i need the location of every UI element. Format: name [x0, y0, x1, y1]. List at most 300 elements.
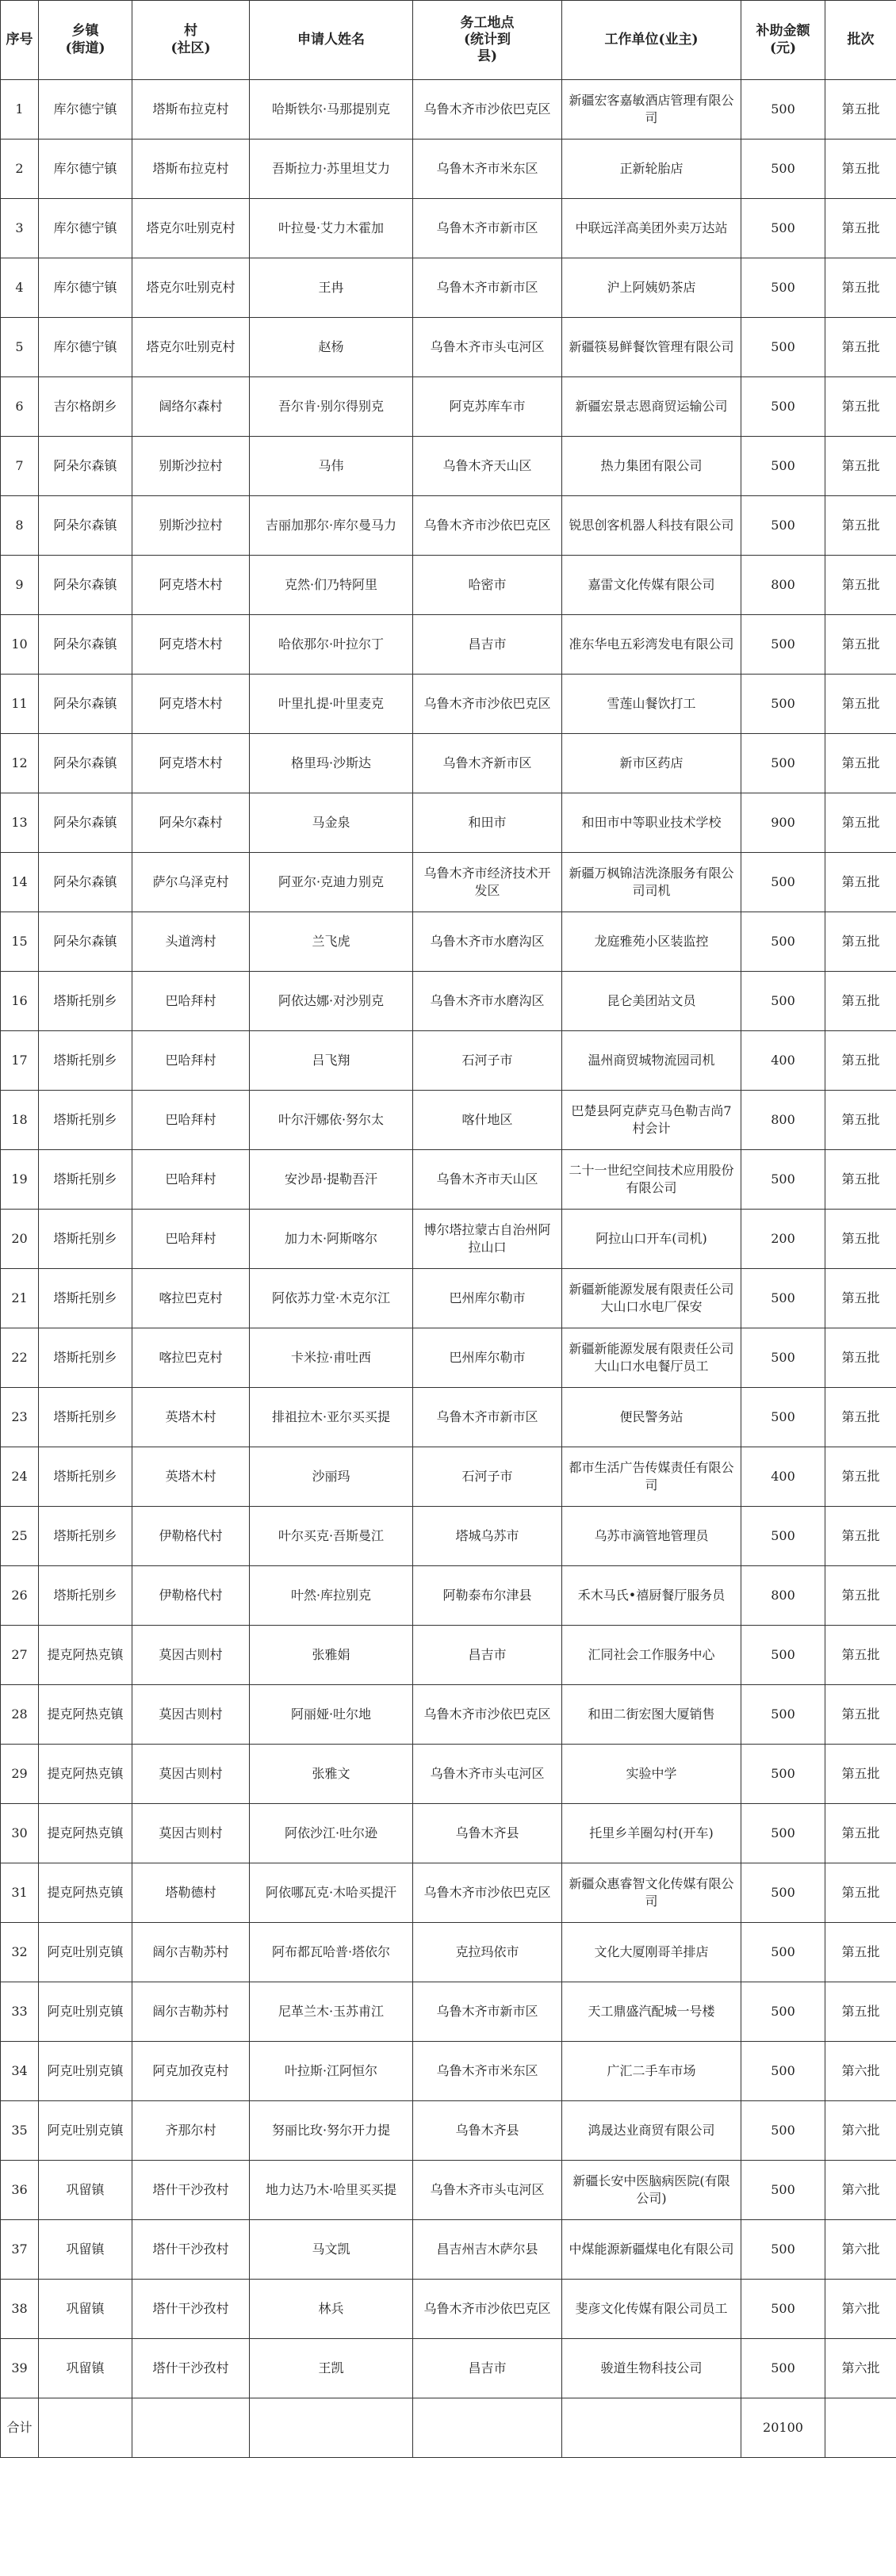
cell-applicant: 阿依哪瓦克·木哈买提汗	[250, 1863, 413, 1923]
cell-work-location: 和田市	[413, 793, 562, 853]
cell-applicant: 马伟	[250, 437, 413, 496]
cell-employer: 实验中学	[562, 1745, 741, 1804]
cell-applicant: 吾斯拉力·苏里坦艾力	[250, 140, 413, 199]
cell-index: 6	[1, 377, 39, 437]
table-row	[1, 2042, 896, 2101]
cell-applicant: 尼革兰木·玉苏甫江	[250, 1982, 413, 2042]
cell-employer: 二十一世纪空间技术应用股份有限公司	[562, 1150, 741, 1210]
table-row	[1, 675, 896, 734]
cell-township: 阿朵尔森镇	[39, 615, 132, 675]
cell-township: 库尔德宁镇	[39, 258, 132, 318]
cell-subsidy-amount: 500	[741, 1863, 825, 1923]
total-empty-cell	[39, 2398, 132, 2458]
cell-township: 阿克吐别克镇	[39, 1923, 132, 1982]
cell-township: 阿朵尔森镇	[39, 793, 132, 853]
cell-batch: 第五批	[825, 377, 896, 437]
cell-work-location: 喀什地区	[413, 1091, 562, 1150]
cell-work-location: 乌鲁木齐市水磨沟区	[413, 912, 562, 972]
cell-township: 阿克吐别克镇	[39, 2101, 132, 2161]
cell-applicant: 阿亚尔·克迪力别克	[250, 853, 413, 912]
cell-village: 阔尔吉勒苏村	[132, 1923, 250, 1982]
cell-batch: 第五批	[825, 1982, 896, 2042]
cell-subsidy-amount: 900	[741, 793, 825, 853]
cell-village: 萨尔乌泽克村	[132, 853, 250, 912]
cell-employer: 托里乡羊圈勾村(开车)	[562, 1804, 741, 1863]
table-row	[1, 615, 896, 675]
cell-applicant: 兰飞虎	[250, 912, 413, 972]
cell-village: 塔斯布拉克村	[132, 140, 250, 199]
table-row	[1, 377, 896, 437]
cell-subsidy-amount: 400	[741, 1031, 825, 1091]
cell-village: 伊勒格代村	[132, 1507, 250, 1566]
cell-batch: 第五批	[825, 1863, 896, 1923]
table-row	[1, 1269, 896, 1328]
cell-index: 26	[1, 1566, 39, 1626]
cell-employer: 新疆筷易鲜餐饮管理有限公司	[562, 318, 741, 377]
cell-work-location: 昌吉市	[413, 1626, 562, 1685]
table-row	[1, 853, 896, 912]
cell-employer: 中煤能源新疆煤电化有限公司	[562, 2220, 741, 2280]
cell-employer: 新疆万枫锦洁洗涤服务有限公司司机	[562, 853, 741, 912]
table-row	[1, 80, 896, 140]
cell-applicant: 加力木·阿斯喀尔	[250, 1210, 413, 1269]
cell-township: 阿克吐别克镇	[39, 1982, 132, 2042]
cell-village: 莫因古则村	[132, 1685, 250, 1745]
cell-village: 喀拉巴克村	[132, 1328, 250, 1388]
cell-township: 提克阿热克镇	[39, 1863, 132, 1923]
cell-applicant: 阿丽娅·吐尔地	[250, 1685, 413, 1745]
cell-index: 19	[1, 1150, 39, 1210]
cell-township: 塔斯托别乡	[39, 1150, 132, 1210]
cell-township: 塔斯托别乡	[39, 1210, 132, 1269]
cell-work-location: 乌鲁木齐市新市区	[413, 1982, 562, 2042]
cell-index: 24	[1, 1447, 39, 1507]
cell-subsidy-amount: 500	[741, 1982, 825, 2042]
cell-applicant: 叶尔买克·吾斯曼江	[250, 1507, 413, 1566]
cell-applicant: 卡米拉·甫吐西	[250, 1328, 413, 1388]
cell-applicant: 马金泉	[250, 793, 413, 853]
cell-subsidy-amount: 800	[741, 1091, 825, 1150]
cell-applicant: 叶然·库拉别克	[250, 1566, 413, 1626]
cell-work-location: 乌鲁木齐县	[413, 2101, 562, 2161]
cell-batch: 第六批	[825, 2161, 896, 2220]
cell-village: 阿克塔木村	[132, 615, 250, 675]
cell-subsidy-amount: 500	[741, 199, 825, 258]
total-label: 合计	[1, 2398, 39, 2458]
cell-work-location: 乌鲁木齐市新市区	[413, 1388, 562, 1447]
cell-batch: 第五批	[825, 1210, 896, 1269]
cell-index: 31	[1, 1863, 39, 1923]
cell-applicant: 张雅文	[250, 1745, 413, 1804]
cell-subsidy-amount: 800	[741, 1566, 825, 1626]
cell-village: 阿克塔木村	[132, 675, 250, 734]
cell-work-location: 乌鲁木齐市沙依巴克区	[413, 496, 562, 556]
cell-applicant: 马文凯	[250, 2220, 413, 2280]
cell-batch: 第五批	[825, 1804, 896, 1863]
cell-applicant: 阿布都瓦哈普·塔依尔	[250, 1923, 413, 1982]
cell-employer: 新市区药店	[562, 734, 741, 793]
cell-subsidy-amount: 400	[741, 1447, 825, 1507]
cell-work-location: 哈密市	[413, 556, 562, 615]
cell-work-location: 石河子市	[413, 1031, 562, 1091]
cell-batch: 第五批	[825, 1269, 896, 1328]
cell-subsidy-amount: 500	[741, 2220, 825, 2280]
cell-batch: 第五批	[825, 675, 896, 734]
cell-applicant: 阿依苏力堂·木克尔江	[250, 1269, 413, 1328]
cell-village: 塔克尔吐别克村	[132, 318, 250, 377]
cell-township: 巩留镇	[39, 2339, 132, 2398]
cell-employer: 鸿晟达业商贸有限公司	[562, 2101, 741, 2161]
cell-subsidy-amount: 500	[741, 615, 825, 675]
cell-work-location: 乌鲁木齐市沙依巴克区	[413, 675, 562, 734]
cell-township: 阿朵尔森镇	[39, 675, 132, 734]
total-row	[1, 2398, 896, 2458]
cell-index: 16	[1, 972, 39, 1031]
cell-batch: 第五批	[825, 556, 896, 615]
cell-batch: 第五批	[825, 1685, 896, 1745]
table-row	[1, 1091, 896, 1150]
cell-batch: 第六批	[825, 2042, 896, 2101]
table-row	[1, 2280, 896, 2339]
cell-applicant: 格里玛·沙斯达	[250, 734, 413, 793]
cell-employer: 巴楚县阿克萨克马色勒吉尚7村会计	[562, 1091, 741, 1150]
cell-applicant: 哈斯铁尔·马那提别克	[250, 80, 413, 140]
cell-employer: 天工鼎盛汽配城一号楼	[562, 1982, 741, 2042]
cell-applicant: 吉丽加那尔·库尔曼马力	[250, 496, 413, 556]
cell-work-location: 乌鲁木齐县	[413, 1804, 562, 1863]
cell-batch: 第六批	[825, 2339, 896, 2398]
cell-village: 莫因古则村	[132, 1745, 250, 1804]
cell-township: 吉尔格朗乡	[39, 377, 132, 437]
cell-employer: 禾木马氏•禧厨餐厅服务员	[562, 1566, 741, 1626]
cell-employer: 龙庭雅苑小区装监控	[562, 912, 741, 972]
table-row	[1, 258, 896, 318]
total-empty-cell	[413, 2398, 562, 2458]
cell-employer: 斐彦文化传媒有限公司员工	[562, 2280, 741, 2339]
total-empty-cell	[562, 2398, 741, 2458]
cell-township: 库尔德宁镇	[39, 318, 132, 377]
cell-township: 巩留镇	[39, 2280, 132, 2339]
cell-subsidy-amount: 500	[741, 2042, 825, 2101]
cell-applicant: 张雅娟	[250, 1626, 413, 1685]
cell-subsidy-amount: 500	[741, 1388, 825, 1447]
cell-work-location: 乌鲁木齐市沙依巴克区	[413, 1685, 562, 1745]
cell-village: 阿克加孜克村	[132, 2042, 250, 2101]
table-body	[1, 80, 896, 2398]
table-row	[1, 1982, 896, 2042]
cell-village: 塔什干沙孜村	[132, 2339, 250, 2398]
cell-subsidy-amount: 500	[741, 80, 825, 140]
cell-batch: 第五批	[825, 1031, 896, 1091]
cell-batch: 第五批	[825, 80, 896, 140]
cell-index: 4	[1, 258, 39, 318]
cell-township: 库尔德宁镇	[39, 80, 132, 140]
cell-batch: 第五批	[825, 1091, 896, 1150]
cell-work-location: 塔城乌苏市	[413, 1507, 562, 1566]
cell-batch: 第五批	[825, 258, 896, 318]
cell-work-location: 乌鲁木齐新市区	[413, 734, 562, 793]
cell-employer: 热力集团有限公司	[562, 437, 741, 496]
cell-batch: 第五批	[825, 1507, 896, 1566]
table-row	[1, 1745, 896, 1804]
cell-employer: 正新轮胎店	[562, 140, 741, 199]
cell-index: 38	[1, 2280, 39, 2339]
cell-index: 28	[1, 1685, 39, 1745]
cell-batch: 第五批	[825, 912, 896, 972]
cell-applicant: 安沙昂·提勒吾汗	[250, 1150, 413, 1210]
cell-subsidy-amount: 500	[741, 853, 825, 912]
header-index: 序号	[1, 1, 39, 80]
cell-index: 39	[1, 2339, 39, 2398]
table-row	[1, 2220, 896, 2280]
total-empty-cell	[132, 2398, 250, 2458]
cell-index: 29	[1, 1745, 39, 1804]
cell-subsidy-amount: 800	[741, 556, 825, 615]
cell-index: 14	[1, 853, 39, 912]
cell-employer: 文化大厦刚哥羊排店	[562, 1923, 741, 1982]
cell-village: 塔什干沙孜村	[132, 2280, 250, 2339]
cell-township: 库尔德宁镇	[39, 199, 132, 258]
cell-batch: 第五批	[825, 1150, 896, 1210]
cell-index: 13	[1, 793, 39, 853]
cell-employer: 都市生活广告传媒责任有限公司	[562, 1447, 741, 1507]
cell-subsidy-amount: 500	[741, 1269, 825, 1328]
cell-village: 别斯沙拉村	[132, 496, 250, 556]
table-row	[1, 972, 896, 1031]
cell-employer: 新疆宏客嘉敏酒店管理有限公司	[562, 80, 741, 140]
header-row	[1, 1, 896, 80]
cell-village: 阔络尔森村	[132, 377, 250, 437]
cell-index: 1	[1, 80, 39, 140]
cell-index: 8	[1, 496, 39, 556]
cell-subsidy-amount: 200	[741, 1210, 825, 1269]
cell-employer: 广汇二手车市场	[562, 2042, 741, 2101]
cell-village: 齐那尔村	[132, 2101, 250, 2161]
table-row	[1, 1328, 896, 1388]
table-row	[1, 1210, 896, 1269]
header-work-location: 务工地点 (统计到 县)	[413, 1, 562, 80]
cell-index: 30	[1, 1804, 39, 1863]
cell-village: 巴哈拜村	[132, 972, 250, 1031]
cell-township: 塔斯托别乡	[39, 1269, 132, 1328]
cell-batch: 第五批	[825, 496, 896, 556]
table-row	[1, 1626, 896, 1685]
table-row	[1, 2161, 896, 2220]
table-row	[1, 734, 896, 793]
cell-village: 巴哈拜村	[132, 1031, 250, 1091]
cell-batch: 第五批	[825, 1923, 896, 1982]
cell-applicant: 阿依沙江·吐尔逊	[250, 1804, 413, 1863]
cell-applicant: 吾尔肯·别尔得别克	[250, 377, 413, 437]
cell-work-location: 石河子市	[413, 1447, 562, 1507]
cell-work-location: 乌鲁木齐天山区	[413, 437, 562, 496]
cell-subsidy-amount: 500	[741, 675, 825, 734]
cell-batch: 第六批	[825, 2101, 896, 2161]
cell-village: 巴哈拜村	[132, 1150, 250, 1210]
cell-subsidy-amount: 500	[741, 1804, 825, 1863]
cell-work-location: 乌鲁木齐市新市区	[413, 199, 562, 258]
cell-employer: 汇同社会工作服务中心	[562, 1626, 741, 1685]
table-row	[1, 1685, 896, 1745]
cell-index: 17	[1, 1031, 39, 1091]
cell-employer: 新疆新能源发展有限责任公司大山口水电厂保安	[562, 1269, 741, 1328]
cell-employer: 中联远洋高美团外卖万达站	[562, 199, 741, 258]
cell-work-location: 乌鲁木齐市水磨沟区	[413, 972, 562, 1031]
table-row	[1, 199, 896, 258]
cell-employer: 准东华电五彩湾发电有限公司	[562, 615, 741, 675]
cell-township: 塔斯托别乡	[39, 1328, 132, 1388]
cell-subsidy-amount: 500	[741, 258, 825, 318]
cell-batch: 第五批	[825, 1328, 896, 1388]
cell-village: 阿朵尔森村	[132, 793, 250, 853]
table-row	[1, 1447, 896, 1507]
table-row	[1, 1388, 896, 1447]
cell-village: 莫因古则村	[132, 1626, 250, 1685]
total-empty-cell	[825, 2398, 896, 2458]
cell-work-location: 乌鲁木齐市天山区	[413, 1150, 562, 1210]
cell-township: 阿朵尔森镇	[39, 437, 132, 496]
cell-township: 塔斯托别乡	[39, 1566, 132, 1626]
cell-applicant: 叶里扎提·叶里麦克	[250, 675, 413, 734]
cell-township: 阿朵尔森镇	[39, 853, 132, 912]
cell-village: 英塔木村	[132, 1447, 250, 1507]
cell-index: 32	[1, 1923, 39, 1982]
cell-work-location: 昌吉州吉木萨尔县	[413, 2220, 562, 2280]
cell-index: 36	[1, 2161, 39, 2220]
cell-applicant: 克然·们乃特阿里	[250, 556, 413, 615]
cell-township: 阿朵尔森镇	[39, 496, 132, 556]
cell-village: 阿克塔木村	[132, 734, 250, 793]
cell-subsidy-amount: 500	[741, 734, 825, 793]
cell-batch: 第五批	[825, 1626, 896, 1685]
cell-village: 阔尔吉勒苏村	[132, 1982, 250, 2042]
table-row	[1, 1150, 896, 1210]
cell-applicant: 赵杨	[250, 318, 413, 377]
cell-employer: 和田市中等职业技术学校	[562, 793, 741, 853]
cell-index: 2	[1, 140, 39, 199]
cell-village: 塔斯布拉克村	[132, 80, 250, 140]
cell-employer: 昆仑美团站文员	[562, 972, 741, 1031]
cell-index: 15	[1, 912, 39, 972]
cell-batch: 第五批	[825, 1745, 896, 1804]
header-village: 村 (社区)	[132, 1, 250, 80]
cell-index: 25	[1, 1507, 39, 1566]
cell-township: 塔斯托别乡	[39, 1507, 132, 1566]
cell-village: 喀拉巴克村	[132, 1269, 250, 1328]
cell-work-location: 阿勒泰布尔津县	[413, 1566, 562, 1626]
cell-work-location: 克拉玛依市	[413, 1923, 562, 1982]
cell-applicant: 阿依达娜·对沙别克	[250, 972, 413, 1031]
cell-batch: 第五批	[825, 793, 896, 853]
cell-township: 塔斯托别乡	[39, 1091, 132, 1150]
cell-batch: 第五批	[825, 972, 896, 1031]
cell-employer: 便民警务站	[562, 1388, 741, 1447]
header-subsidy-amount: 补助金额 (元)	[741, 1, 825, 80]
cell-index: 23	[1, 1388, 39, 1447]
cell-village: 塔什干沙孜村	[132, 2220, 250, 2280]
cell-employer: 乌苏市滴管地管理员	[562, 1507, 741, 1566]
cell-batch: 第五批	[825, 615, 896, 675]
cell-batch: 第五批	[825, 318, 896, 377]
cell-employer: 新疆众惠睿智文化传媒有限公司	[562, 1863, 741, 1923]
cell-village: 塔什干沙孜村	[132, 2161, 250, 2220]
cell-subsidy-amount: 500	[741, 912, 825, 972]
cell-work-location: 乌鲁木齐市新市区	[413, 258, 562, 318]
cell-township: 塔斯托别乡	[39, 1447, 132, 1507]
cell-batch: 第六批	[825, 2220, 896, 2280]
cell-index: 27	[1, 1626, 39, 1685]
cell-work-location: 乌鲁木齐市头屯河区	[413, 1745, 562, 1804]
cell-work-location: 乌鲁木齐市沙依巴克区	[413, 2280, 562, 2339]
header-batch: 批次	[825, 1, 896, 80]
cell-batch: 第五批	[825, 1388, 896, 1447]
cell-applicant: 吕飞翔	[250, 1031, 413, 1091]
cell-village: 别斯沙拉村	[132, 437, 250, 496]
cell-subsidy-amount: 500	[741, 377, 825, 437]
cell-index: 11	[1, 675, 39, 734]
cell-index: 9	[1, 556, 39, 615]
cell-index: 33	[1, 1982, 39, 2042]
cell-employer: 和田二街宏图大厦销售	[562, 1685, 741, 1745]
cell-index: 34	[1, 2042, 39, 2101]
cell-employer: 嘉雷文化传媒有限公司	[562, 556, 741, 615]
cell-village: 巴哈拜村	[132, 1210, 250, 1269]
cell-employer: 雪莲山餐饮打工	[562, 675, 741, 734]
table-row	[1, 912, 896, 972]
header-employer: 工作单位(业主)	[562, 1, 741, 80]
cell-township: 巩留镇	[39, 2220, 132, 2280]
cell-batch: 第五批	[825, 1566, 896, 1626]
cell-work-location: 巴州库尔勒市	[413, 1269, 562, 1328]
cell-village: 伊勒格代村	[132, 1566, 250, 1626]
cell-batch: 第五批	[825, 1447, 896, 1507]
cell-township: 塔斯托别乡	[39, 1388, 132, 1447]
cell-township: 阿朵尔森镇	[39, 912, 132, 972]
cell-applicant: 努丽比玫·努尔开力提	[250, 2101, 413, 2161]
cell-employer: 沪上阿姨奶茶店	[562, 258, 741, 318]
cell-township: 塔斯托别乡	[39, 1031, 132, 1091]
table-row	[1, 140, 896, 199]
cell-subsidy-amount: 500	[741, 2339, 825, 2398]
table-row	[1, 496, 896, 556]
cell-batch: 第五批	[825, 199, 896, 258]
cell-batch: 第六批	[825, 2280, 896, 2339]
cell-village: 阿克塔木村	[132, 556, 250, 615]
table-row	[1, 556, 896, 615]
table-row	[1, 1863, 896, 1923]
cell-index: 21	[1, 1269, 39, 1328]
cell-subsidy-amount: 500	[741, 1685, 825, 1745]
cell-index: 7	[1, 437, 39, 496]
cell-batch: 第五批	[825, 140, 896, 199]
cell-township: 库尔德宁镇	[39, 140, 132, 199]
table-row	[1, 1507, 896, 1566]
cell-subsidy-amount: 500	[741, 2280, 825, 2339]
table-row	[1, 2101, 896, 2161]
cell-work-location: 乌鲁木齐市米东区	[413, 2042, 562, 2101]
table-row	[1, 793, 896, 853]
cell-applicant: 地力达乃木·哈里买买提	[250, 2161, 413, 2220]
cell-batch: 第五批	[825, 853, 896, 912]
cell-applicant: 哈依那尔·叶拉尔丁	[250, 615, 413, 675]
cell-work-location: 博尔塔拉蒙古自治州阿拉山口	[413, 1210, 562, 1269]
cell-subsidy-amount: 500	[741, 496, 825, 556]
cell-subsidy-amount: 500	[741, 1150, 825, 1210]
cell-village: 头道湾村	[132, 912, 250, 972]
cell-subsidy-amount: 500	[741, 1745, 825, 1804]
cell-subsidy-amount: 500	[741, 1328, 825, 1388]
cell-village: 巴哈拜村	[132, 1091, 250, 1150]
